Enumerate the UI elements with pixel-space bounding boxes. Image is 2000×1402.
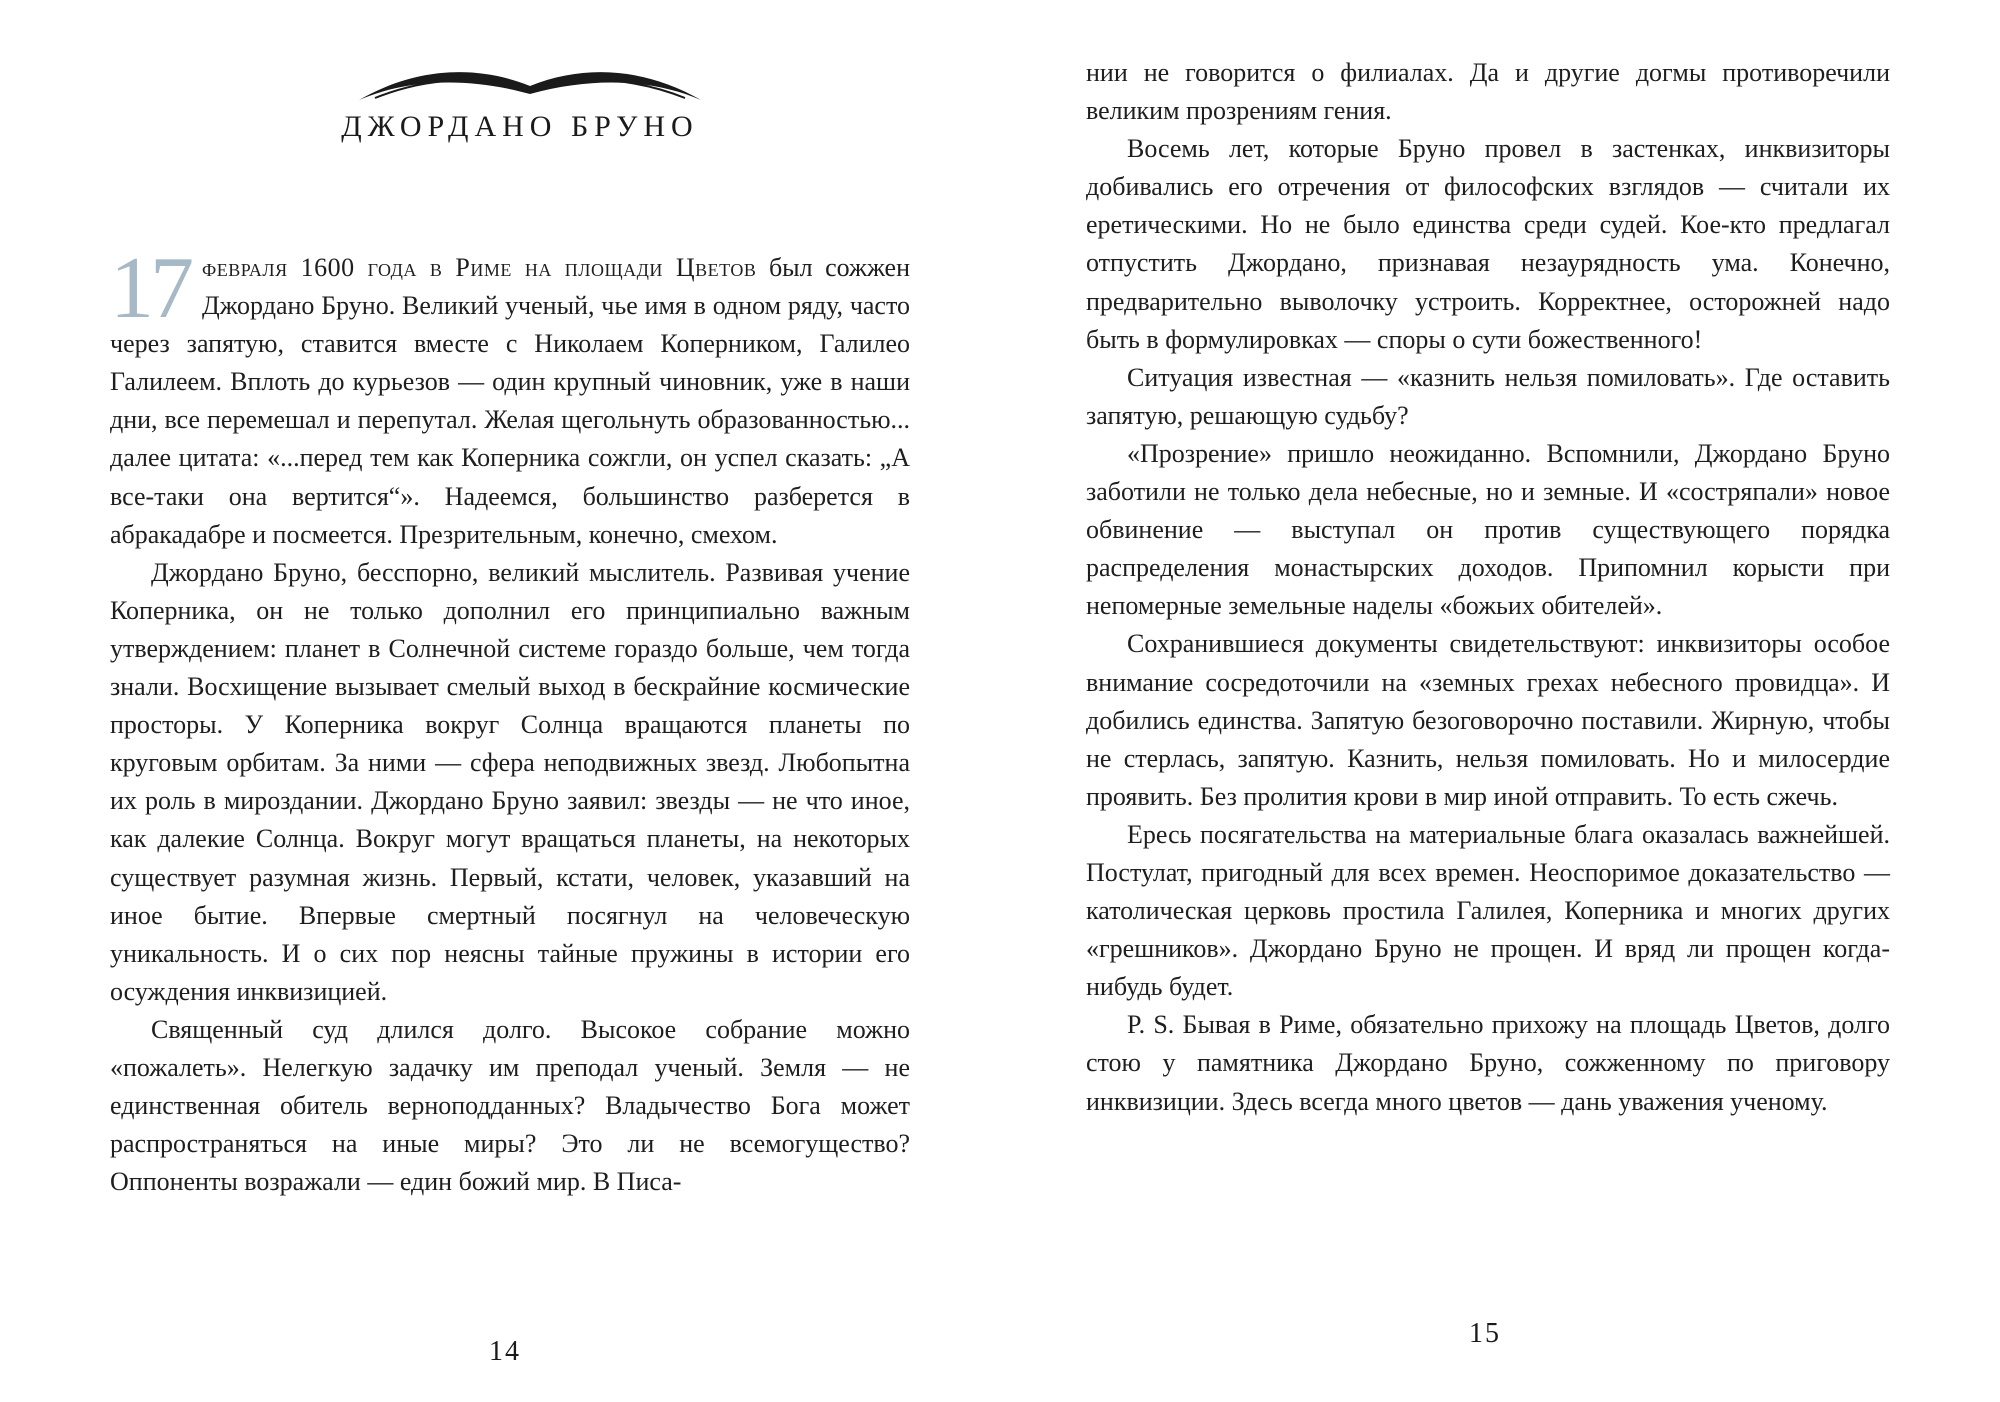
flourish-graphic [355,60,705,106]
paragraph: Сохранившиеся документы свидетельствуют: инквизиторы особое внимание сосредоточили на «земных грехах небесного провидца». И добились единства. Запятую безоговорочно поставили. Жирную, чтобы не стерлась, запятую. Казнить, нельзя помиловать. Но и милосердие проявить. Без пролития крови в мир иной отправить. То есть сжечь. [1086,629,1890,811]
drop-cap: 17 [110,240,190,337]
chapter-title: ДЖОРДАНО БРУНО [341,110,699,143]
opening-paragraph [110,240,911,554]
paragraph: «Прозрение» пришло неожиданно. Вспомнили, Джордано Бруно заботили не только дела небесные, но и земные. И «состряпали» новое обвинение — выступал он против существующего порядка распределения монастырских доходов. Припомнил корысти при непомерные земельные наделы «божьих обителей». [1086,438,1890,621]
paragraph: Восемь лет, которые Бруно провел в застенках, инквизиторы добивались его отречения от философских взглядов — считали их еретическими. Но не было единства среди судей. Кое-кто предлагал отпустить Джордано, признавая незаурядность ума. Конечно, предварительно выволочку устроить. Корректнее, осторожней надо быть в формулировках — споры о сути божественного! [1086,134,1890,354]
right-page [1000,0,2000,1402]
ornament-flourish [355,60,705,106]
postscript-paragraph: P. S. Бывая в Риме, обязательно прихожу на площадь Цветов, долго стою у памятника Джордано Бруно, сожженному по приговору инквизиции. Здесь всегда много цветов — дань уважения ученому. [1086,1010,1890,1116]
paragraph: Священный суд длился долго. Высокое собрание можно «пожалеть». Нелегкую задачку им преподал ученый. Земля — не единственная обитель верноподданных? Владычество Бога может распространяться на иные миры? Это ли не всемогущество? Оппоненты возражали — един божий мир. В Писа- [110,1014,910,1197]
opening-words: февраля 1600 года в Риме на площади Цветов [202,253,757,282]
continued-paragraph: нии не говорится о филиалах. Да и другие догмы противоречили великим прозрениям гения. [1086,58,1890,126]
paragraph: Ситуация известная — «казнить нельзя помиловать». Где оставить запятую, решающую судьбу? [1086,362,1890,430]
right-page-body [1086,54,1890,1121]
page-number: 14 [489,1336,521,1367]
paragraph: Ересь посягательства на материальные блага оказалась важнейшей. Постулат, пригодный для всех времен. Неоспоримое доказательство — католическая церковь простила Галилея, Коперника и многих других «грешников». Джордано Бруно не прощен. И вряд ли прощен когда-нибудь будет. [1086,819,1890,1002]
left-page-body [110,240,911,1201]
page-number: 15 [1469,1318,1501,1349]
paragraph: Джордано Бруно, бесспорно, великий мыслитель. Развивая учение Коперника, он не только дополнил его принципиально важным утверждением: планет в Солнечной системе гораздо больше, чем тогда знали. Восхищение вызывает смелый выход в бескрайние космические просторы. У Коперника вокруг Солнца вращаются планеты по круговым орбитам. За ними — сфера неподвижных звезд. Любопытна их роль в мироздании. Джордано Бруно заявил: звезды — не что иное, как далекие Солнца. Вокруг могут вращаться планеты, на некоторых существует разумная жизнь. Первый, кстати, человек, указавший на иное бытие. Впервые смертный посягнул на человеческую уникальность. И о сих пор неясны тайные пружины в истории его осуждения инквизицией. [110,557,910,1006]
paragraph-text: был сожжен Джордано Бруно. Великий ученый, чье имя в одном ряду, часто через запятую, ставится вместе с Николаем Коперником, Галилео Галилеем. Вплоть до курьезов — один крупный чиновник, уже в наши дни, все перемешал и перепутал. Желая щегольнуть образованностью... далее цитата: «...перед тем как Коперника сожгли, он успел сказать: „А все-таки она вертится“». Надеемся, большинство разберется в абракадабре и посмеется. Презрительным, конечно, смехом. [110,253,911,549]
